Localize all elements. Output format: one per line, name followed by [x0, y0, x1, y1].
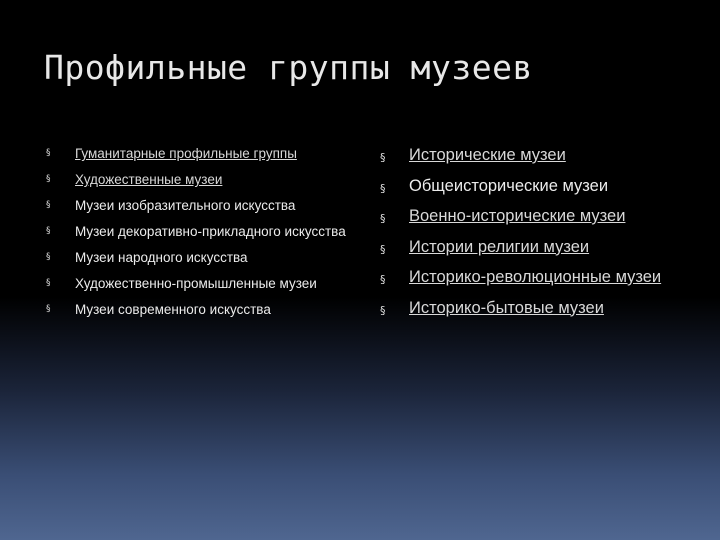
item-general-historical: Общеисторические музеи — [409, 176, 609, 195]
list-item[interactable] — [380, 298, 700, 319]
bullet-icon: § — [380, 273, 386, 286]
list-item[interactable] — [46, 145, 366, 162]
list-item[interactable] — [380, 267, 700, 288]
bullet-icon: § — [380, 212, 386, 225]
list-item — [46, 275, 366, 292]
list-item — [46, 249, 366, 266]
link-religion-history[interactable]: Истории религии музеи — [409, 237, 590, 256]
list-item — [46, 301, 366, 318]
item-folk-art: Музеи народного искусства — [75, 250, 248, 265]
link-historical-domestic[interactable]: Историко-бытовые музеи — [409, 298, 604, 317]
bullet-icon: § — [380, 303, 386, 317]
link-art-museums[interactable]: Художественные музеи — [75, 172, 223, 187]
list-item[interactable] — [380, 237, 700, 258]
bullet-icon: § — [380, 242, 386, 256]
bullet-icon: § — [46, 278, 51, 288]
item-fine-arts: Музеи изобразительного искусства — [75, 198, 296, 213]
link-military-historical[interactable]: Военно-исторические музеи — [409, 207, 626, 225]
bullet-icon: § — [46, 200, 51, 210]
list-item[interactable] — [380, 145, 700, 166]
list-item — [46, 223, 366, 240]
link-humanitarian-groups[interactable]: Гуманитарные профильные группы — [75, 146, 297, 161]
bullet-icon: § — [46, 226, 51, 236]
bullet-icon: § — [46, 304, 51, 314]
link-historical-revolutionary[interactable]: Историко-революционные музеи — [409, 268, 662, 286]
item-decorative-arts: Музеи декоративно-прикладного искусства — [75, 224, 346, 239]
list-item[interactable] — [46, 171, 366, 188]
left-bullet-list — [46, 145, 366, 327]
right-bullet-list — [380, 145, 700, 328]
list-item[interactable] — [380, 206, 700, 227]
bullet-icon: § — [46, 252, 51, 262]
slide-title: Профильные группы музеев — [44, 48, 533, 87]
bullet-icon: § — [380, 151, 386, 164]
list-item — [380, 176, 700, 197]
link-historical-museums[interactable]: Исторические музеи — [409, 146, 566, 164]
bullet-icon: § — [380, 181, 386, 195]
item-art-industrial: Художественно-промышленные музеи — [75, 276, 317, 291]
list-item — [46, 197, 366, 214]
bullet-icon: § — [46, 174, 51, 184]
item-contemporary-art: Музеи современного искусства — [75, 302, 271, 317]
bullet-icon: § — [46, 148, 51, 158]
